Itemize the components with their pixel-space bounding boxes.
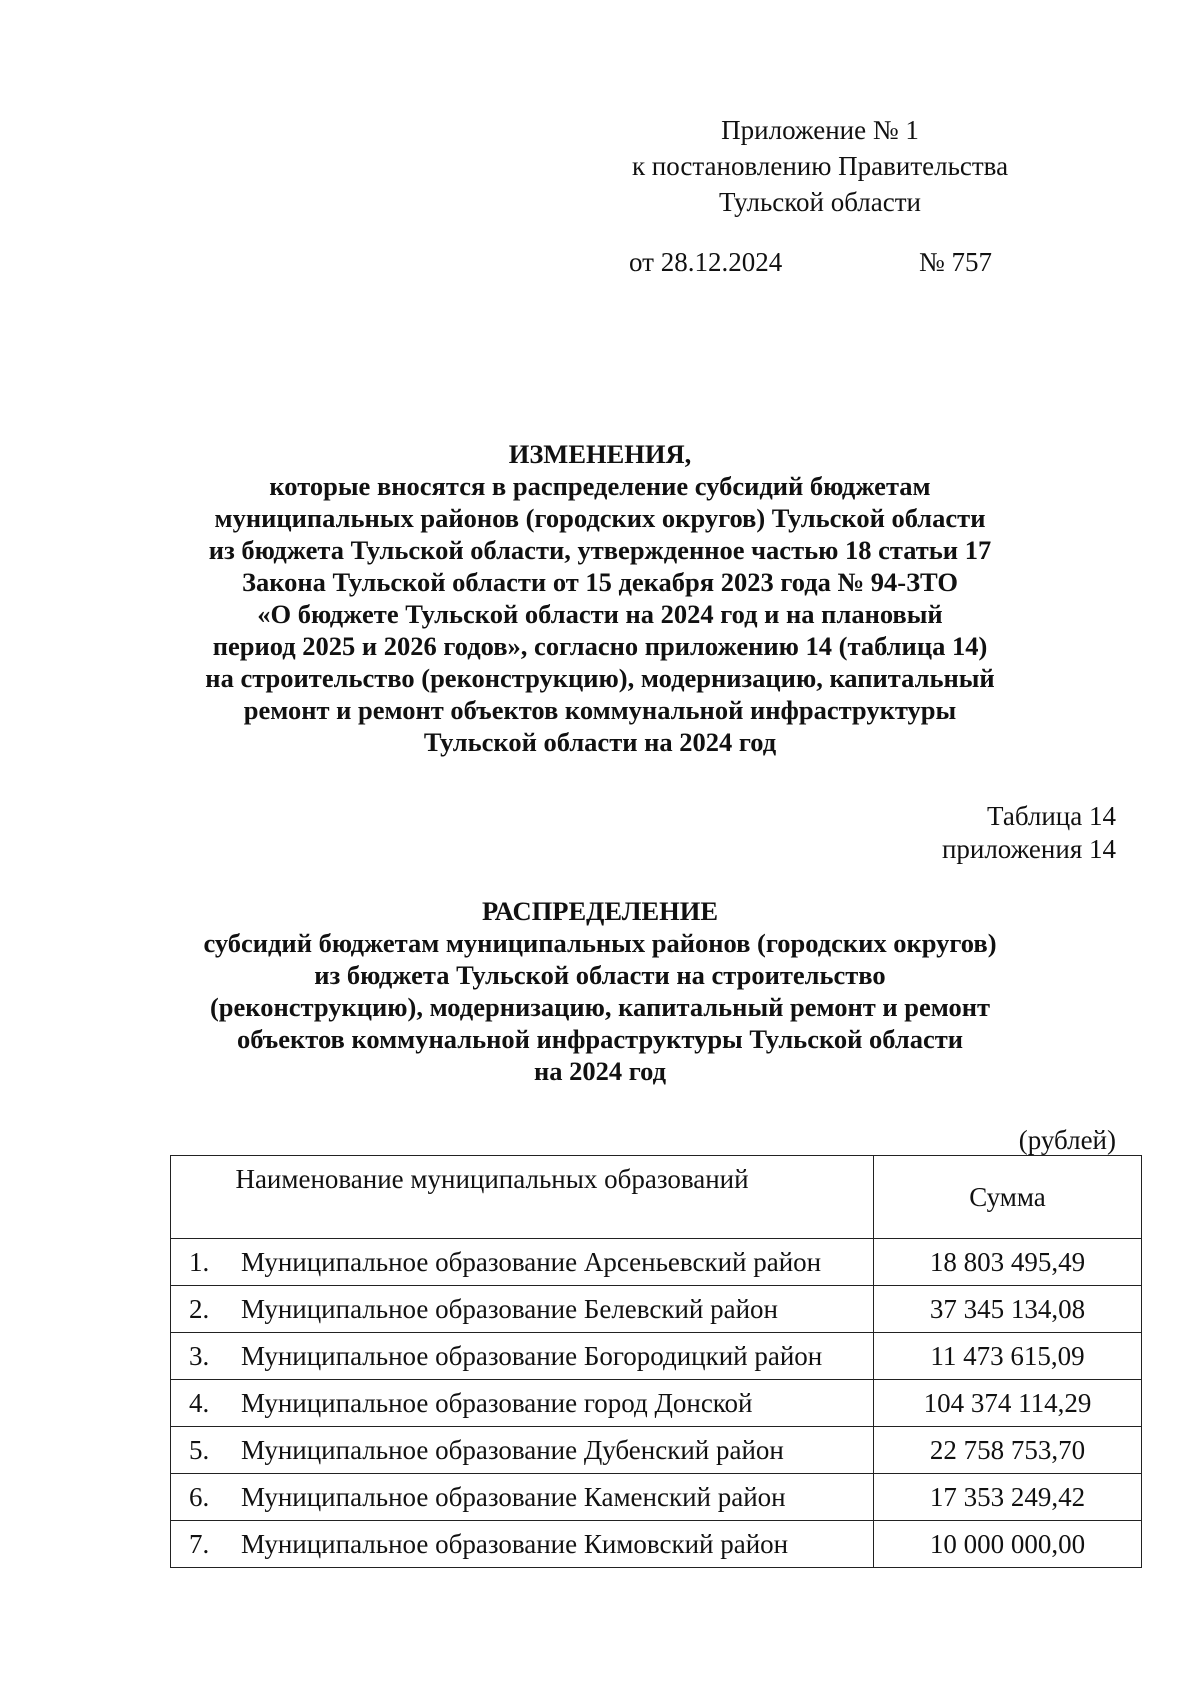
header-name: Наименование муниципальных образований bbox=[171, 1156, 874, 1239]
table-row bbox=[171, 1239, 1142, 1286]
row-name-cell bbox=[171, 1427, 874, 1474]
row-index: 6. bbox=[189, 1481, 210, 1512]
distribution-title-line: из бюджета Тульской области на строительство bbox=[314, 960, 886, 990]
row-name: Муниципальное образование город Донской bbox=[241, 1387, 753, 1418]
distribution-title-line: (реконструкцию), модернизацию, капитальный ремонт и ремонт bbox=[209, 992, 991, 1022]
distribution-title bbox=[150, 895, 1050, 1087]
table-row bbox=[171, 1474, 1142, 1521]
document-number: № 757 bbox=[919, 247, 993, 277]
row-index: 5. bbox=[189, 1434, 210, 1465]
row-name: Муниципальное образование Богородицкий район bbox=[241, 1340, 823, 1371]
row-name: Муниципальное образование Кимовский район bbox=[241, 1528, 789, 1559]
table-reference-line-1: Таблица 14 bbox=[987, 801, 1116, 831]
table-reference-line-2: приложения 14 bbox=[941, 834, 1116, 864]
row-name-cell bbox=[171, 1380, 874, 1427]
changes-title-line: муниципальных районов (городских округов) Тульской области bbox=[214, 503, 986, 533]
header-sum: Сумма bbox=[874, 1156, 1142, 1239]
unit-label: (рублей) bbox=[1018, 1125, 1116, 1155]
row-name: Муниципальное образование Арсеньевский район bbox=[241, 1246, 822, 1277]
changes-title-line: на строительство (реконструкцию), модернизацию, капитальный bbox=[205, 663, 995, 693]
changes-title bbox=[150, 438, 1050, 758]
distribution-title-line: РАСПРЕДЕЛЕНИЕ bbox=[481, 896, 719, 926]
changes-title-line: которые вносятся в распределение субсидий бюджетам bbox=[269, 471, 931, 501]
row-sum: 22 758 753,70 bbox=[874, 1427, 1142, 1474]
table-row bbox=[171, 1286, 1142, 1333]
table-row bbox=[171, 1333, 1142, 1380]
row-name: Муниципальное образование Дубенский район bbox=[241, 1434, 784, 1465]
subsidy-table bbox=[170, 1155, 1142, 1568]
changes-title-line: Тульской области на 2024 год bbox=[423, 727, 777, 757]
row-index: 7. bbox=[189, 1528, 210, 1559]
document-date: от 28.12.2024 bbox=[629, 247, 783, 277]
distribution-title-line: субсидий бюджетам муниципальных районов (городских округов) bbox=[203, 928, 997, 958]
row-index: 4. bbox=[189, 1387, 210, 1418]
changes-title-line: ИЗМЕНЕНИЯ, bbox=[508, 439, 692, 469]
row-index: 1. bbox=[189, 1246, 210, 1277]
table-row bbox=[171, 1380, 1142, 1427]
row-name-cell bbox=[171, 1333, 874, 1380]
row-name: Муниципальное образование Белевский район bbox=[241, 1293, 779, 1324]
row-sum: 37 345 134,08 bbox=[874, 1286, 1142, 1333]
changes-title-line: из бюджета Тульской области, утвержденное частью 18 статьи 17 bbox=[208, 535, 992, 565]
table-row bbox=[171, 1521, 1142, 1568]
row-name: Муниципальное образование Каменский район bbox=[241, 1481, 786, 1512]
distribution-title-line: объектов коммунальной инфраструктуры Тульской области bbox=[236, 1024, 964, 1054]
changes-title-line: период 2025 и 2026 годов», согласно приложению 14 (таблица 14) bbox=[212, 631, 988, 661]
row-name-cell bbox=[171, 1286, 874, 1333]
changes-title-line: ремонт и ремонт объектов коммунальной инфраструктуры bbox=[243, 695, 957, 725]
distribution-title-line: на 2024 год bbox=[533, 1056, 667, 1086]
row-name-cell bbox=[171, 1521, 874, 1568]
appendix-line-3: Тульской области bbox=[719, 187, 921, 217]
table-header-row bbox=[171, 1156, 1142, 1239]
row-sum: 10 000 000,00 bbox=[874, 1521, 1142, 1568]
table-reference bbox=[942, 800, 1116, 866]
row-sum: 17 353 249,42 bbox=[874, 1474, 1142, 1521]
row-name-cell bbox=[171, 1239, 874, 1286]
row-index: 2. bbox=[189, 1293, 210, 1324]
changes-title-line: «О бюджете Тульской области на 2024 год и на плановый bbox=[257, 599, 943, 629]
changes-title-line: Закона Тульской области от 15 декабря 2023 года № 94-ЗТО bbox=[241, 567, 958, 597]
document-reference bbox=[629, 244, 993, 280]
row-sum: 18 803 495,49 bbox=[874, 1239, 1142, 1286]
row-sum: 104 374 114,29 bbox=[874, 1380, 1142, 1427]
row-sum: 11 473 615,09 bbox=[874, 1333, 1142, 1380]
table-row bbox=[171, 1427, 1142, 1474]
row-name-cell bbox=[171, 1474, 874, 1521]
appendix-header bbox=[610, 112, 1030, 220]
appendix-line-1: Приложение № 1 bbox=[721, 115, 919, 145]
appendix-line-2: к постановлению Правительства bbox=[631, 151, 1009, 181]
row-index: 3. bbox=[189, 1340, 210, 1371]
